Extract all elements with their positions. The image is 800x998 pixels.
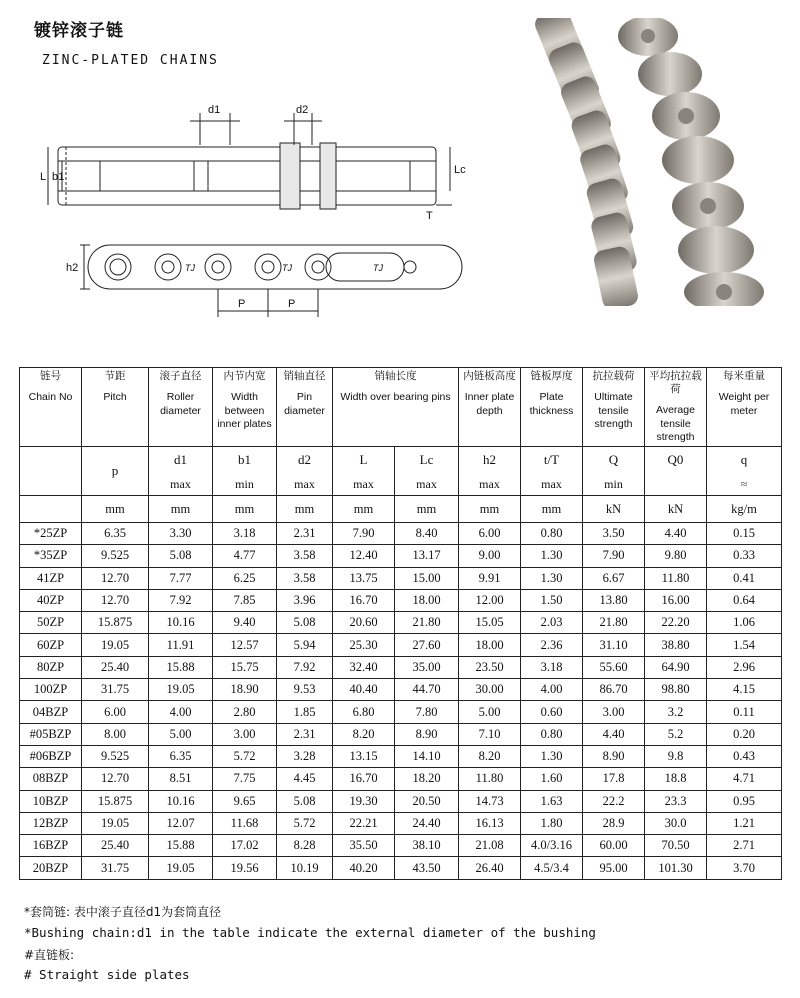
chain-no-cell: #06BZP — [20, 745, 82, 767]
table-row — [20, 589, 782, 611]
table-row — [20, 745, 782, 767]
limit-cell: max — [277, 473, 333, 496]
page-title-en: ZINC-PLATED CHAINS — [42, 53, 219, 68]
table-cell: 9.525 — [82, 545, 149, 567]
chain-dimension-drawing — [40, 95, 490, 330]
table-cell: 7.90 — [333, 523, 395, 545]
unit-row — [20, 496, 782, 523]
table-cell: 23.3 — [645, 790, 707, 812]
chain-photo — [520, 18, 782, 306]
table-cell: 8.51 — [149, 768, 213, 790]
table-cell: 8.90 — [395, 723, 459, 745]
table-cell: 1.60 — [521, 768, 583, 790]
table-cell: 4.45 — [277, 768, 333, 790]
table-cell: 7.75 — [213, 768, 277, 790]
chain-no-cell: *35ZP — [20, 545, 82, 567]
table-cell: 2.71 — [707, 835, 782, 857]
table-cell: 1.06 — [707, 612, 782, 634]
symbol-cell: b1 — [213, 447, 277, 474]
table-cell: 15.75 — [213, 656, 277, 678]
table-cell: 9.8 — [645, 745, 707, 767]
header-en: Ultimate tensile strength — [594, 391, 633, 430]
table-cell: 12.07 — [149, 812, 213, 834]
table-cell: 5.00 — [459, 701, 521, 723]
table-cell: 18.20 — [395, 768, 459, 790]
header-en: Chain No — [28, 391, 73, 403]
limit-cell: min — [583, 473, 645, 496]
table-cell: 8.90 — [583, 745, 645, 767]
table-cell: 6.00 — [459, 523, 521, 545]
note-bushing-cn: *套筒链: 表中滚子直径d1为套筒直径 — [24, 905, 222, 919]
table-cell: 10.19 — [277, 857, 333, 879]
unit-cell: kN — [583, 496, 645, 523]
table-cell: 0.64 — [707, 589, 782, 611]
table-cell: 5.08 — [277, 612, 333, 634]
chain-no-cell: 04BZP — [20, 701, 82, 723]
table-cell: 1.30 — [521, 545, 583, 567]
label-tj-1: TJ — [185, 263, 195, 273]
table-cell: 10.16 — [149, 790, 213, 812]
table-cell: 8.40 — [395, 523, 459, 545]
table-cell: 95.00 — [583, 857, 645, 879]
table-cell: 55.60 — [583, 656, 645, 678]
limit-cell: min — [213, 473, 277, 496]
table-cell: 0.43 — [707, 745, 782, 767]
symbol-cell: Q0 — [645, 447, 707, 474]
table-cell: 8.28 — [277, 835, 333, 857]
table-cell: 7.80 — [395, 701, 459, 723]
table-cell: 101.30 — [645, 857, 707, 879]
table-cell: 4.40 — [645, 523, 707, 545]
header-row — [20, 368, 782, 447]
table-row — [20, 567, 782, 589]
table-cell: 2.80 — [213, 701, 277, 723]
table-cell: 9.53 — [277, 679, 333, 701]
table-cell: 9.65 — [213, 790, 277, 812]
table-cell: 4.40 — [583, 723, 645, 745]
table-row — [20, 723, 782, 745]
chain-no-cell: 100ZP — [20, 679, 82, 701]
table-cell: 27.60 — [395, 634, 459, 656]
chain-no-cell: 80ZP — [20, 656, 82, 678]
table-cell: 15.88 — [149, 656, 213, 678]
table-cell: 11.91 — [149, 634, 213, 656]
table-cell: 15.88 — [149, 835, 213, 857]
table-cell: 16.70 — [333, 768, 395, 790]
limit-cell: ≈ — [707, 473, 782, 496]
table-cell: 30.0 — [645, 812, 707, 834]
table-cell: 12.70 — [82, 567, 149, 589]
table-cell: 3.30 — [149, 523, 213, 545]
table-cell: 7.77 — [149, 567, 213, 589]
symbol-cell: t/T — [521, 447, 583, 474]
label-L: L — [40, 171, 47, 183]
table-cell: 98.80 — [645, 679, 707, 701]
table-cell: 15.875 — [82, 612, 149, 634]
limit-cell: max — [333, 473, 395, 496]
table-cell: 9.91 — [459, 567, 521, 589]
table-cell: 3.18 — [213, 523, 277, 545]
note-straight-cn: #直链板: — [24, 948, 75, 962]
table-cell: 12.70 — [82, 768, 149, 790]
table-row — [20, 857, 782, 879]
table-cell: 20.60 — [333, 612, 395, 634]
table-cell: 13.80 — [583, 589, 645, 611]
table-cell: 1.21 — [707, 812, 782, 834]
table-cell: 17.02 — [213, 835, 277, 857]
table-cell: 6.80 — [333, 701, 395, 723]
table-cell: 21.08 — [459, 835, 521, 857]
table-cell: 0.33 — [707, 545, 782, 567]
unit-cell: mm — [459, 496, 521, 523]
table-cell: 3.00 — [213, 723, 277, 745]
symbol-cell: Q — [583, 447, 645, 474]
table-cell: 5.72 — [277, 812, 333, 834]
table-cell: 4.00 — [149, 701, 213, 723]
table-cell: 2.03 — [521, 612, 583, 634]
note-straight-en: # Straight side plates — [24, 967, 190, 982]
chain-no-cell: 40ZP — [20, 589, 82, 611]
table-cell: 19.05 — [149, 679, 213, 701]
chain-no-cell: *25ZP — [20, 523, 82, 545]
table-cell: 5.00 — [149, 723, 213, 745]
header-en: Inner plate depth — [464, 391, 515, 417]
table-cell: 0.95 — [707, 790, 782, 812]
table-cell: 26.40 — [459, 857, 521, 879]
table-cell: 38.10 — [395, 835, 459, 857]
symbol-cell: Lc — [395, 447, 459, 474]
label-P-1: P — [238, 298, 246, 310]
table-cell: 1.30 — [521, 567, 583, 589]
table-cell: 35.50 — [333, 835, 395, 857]
table-row — [20, 523, 782, 545]
table-row — [20, 634, 782, 656]
table-cell: 5.72 — [213, 745, 277, 767]
chain-no-cell: 16BZP — [20, 835, 82, 857]
label-tj-3: TJ — [373, 263, 383, 273]
table-cell: 18.8 — [645, 768, 707, 790]
table-cell: 7.90 — [583, 545, 645, 567]
table-cell: 70.50 — [645, 835, 707, 857]
table-cell: 16.13 — [459, 812, 521, 834]
limit-cell: max — [395, 473, 459, 496]
table-cell: 3.70 — [707, 857, 782, 879]
table-row — [20, 812, 782, 834]
header-cn: 抗拉载荷 — [592, 370, 635, 382]
unit-cell: mm — [521, 496, 583, 523]
symbol-cell: d1 — [149, 447, 213, 474]
table-cell: 7.92 — [149, 589, 213, 611]
table-cell: 15.875 — [82, 790, 149, 812]
table-cell: 3.96 — [277, 589, 333, 611]
table-row — [20, 790, 782, 812]
chain-spec-table — [19, 367, 782, 880]
table-cell: 86.70 — [583, 679, 645, 701]
table-cell: 11.80 — [459, 768, 521, 790]
limit-cell: max — [459, 473, 521, 496]
table-cell: 0.80 — [521, 723, 583, 745]
header-cn: 链板厚度 — [530, 370, 573, 382]
table-cell: 43.50 — [395, 857, 459, 879]
table-row — [20, 679, 782, 701]
table-cell: 14.10 — [395, 745, 459, 767]
table-cell: 44.70 — [395, 679, 459, 701]
table-cell: 19.30 — [333, 790, 395, 812]
header-en: Width between inner plates — [217, 391, 272, 430]
unit-cell: mm — [149, 496, 213, 523]
table-cell: 16.00 — [645, 589, 707, 611]
table-cell: 11.80 — [645, 567, 707, 589]
table-cell: 12.70 — [82, 589, 149, 611]
table-cell: 23.50 — [459, 656, 521, 678]
table-row — [20, 545, 782, 567]
unit-cell: mm — [82, 496, 149, 523]
table-cell: 3.00 — [583, 701, 645, 723]
table-cell: 4.71 — [707, 768, 782, 790]
table-cell: 14.73 — [459, 790, 521, 812]
table-cell: 1.54 — [707, 634, 782, 656]
chain-no-cell: 60ZP — [20, 634, 82, 656]
table-cell: 22.20 — [645, 612, 707, 634]
unit-cell: mm — [277, 496, 333, 523]
table-cell: 18.00 — [459, 634, 521, 656]
table-cell: 21.80 — [395, 612, 459, 634]
chain-no-cell: 12BZP — [20, 812, 82, 834]
table-cell: 3.18 — [521, 656, 583, 678]
table-cell: 25.40 — [82, 835, 149, 857]
header-cn: 内链板高度 — [463, 370, 516, 382]
table-cell: 38.80 — [645, 634, 707, 656]
table-cell: 19.05 — [149, 857, 213, 879]
table-cell: 31.75 — [82, 679, 149, 701]
table-cell: 13.17 — [395, 545, 459, 567]
table-cell: 4.00 — [521, 679, 583, 701]
table-cell: 15.05 — [459, 612, 521, 634]
table-cell: 8.00 — [82, 723, 149, 745]
table-cell: 25.40 — [82, 656, 149, 678]
label-Lc: Lc — [454, 164, 466, 176]
table-cell: 9.80 — [645, 545, 707, 567]
header-cn: 内节内宽 — [223, 370, 266, 382]
table-cell: 9.00 — [459, 545, 521, 567]
table-cell: 7.85 — [213, 589, 277, 611]
unit-cell: mm — [395, 496, 459, 523]
chain-no-cell: 41ZP — [20, 567, 82, 589]
symbol-cell: d2 — [277, 447, 333, 474]
table-cell: 4.77 — [213, 545, 277, 567]
table-cell: 7.10 — [459, 723, 521, 745]
page-title-cn: 镀锌滚子链 — [34, 21, 124, 41]
header-cn: 销轴长度 — [374, 370, 417, 382]
table-cell: 5.08 — [277, 790, 333, 812]
table-cell: 5.94 — [277, 634, 333, 656]
table-row — [20, 768, 782, 790]
table-cell: 32.40 — [333, 656, 395, 678]
table-cell: 3.50 — [583, 523, 645, 545]
table-cell: 24.40 — [395, 812, 459, 834]
table-cell: 4.0/3.16 — [521, 835, 583, 857]
table-cell: 9.40 — [213, 612, 277, 634]
data-body — [20, 523, 782, 880]
symbol-cell: p — [82, 447, 149, 496]
label-P-2: P — [288, 298, 296, 310]
chain-no-cell: 50ZP — [20, 612, 82, 634]
table-cell: 7.92 — [277, 656, 333, 678]
table-cell: 64.90 — [645, 656, 707, 678]
table-cell: 0.80 — [521, 523, 583, 545]
header-en: Plate thickness — [529, 391, 574, 417]
header-cn: 节距 — [104, 370, 126, 382]
table-row — [20, 701, 782, 723]
limit-cell — [645, 473, 707, 496]
table-cell: 21.80 — [583, 612, 645, 634]
table-cell: 20.50 — [395, 790, 459, 812]
unit-cell: mm — [213, 496, 277, 523]
table-cell: 0.20 — [707, 723, 782, 745]
table-cell: 6.35 — [82, 523, 149, 545]
table-cell: 31.10 — [583, 634, 645, 656]
table-cell: 1.30 — [521, 745, 583, 767]
table-cell: 6.67 — [583, 567, 645, 589]
limit-cell: max — [149, 473, 213, 496]
table-cell: 40.40 — [333, 679, 395, 701]
table-cell: 3.28 — [277, 745, 333, 767]
table-cell: 40.20 — [333, 857, 395, 879]
table-cell: 12.00 — [459, 589, 521, 611]
unit-cell: kN — [645, 496, 707, 523]
table-cell: 22.2 — [583, 790, 645, 812]
table-cell: 2.36 — [521, 634, 583, 656]
table-cell: 9.525 — [82, 745, 149, 767]
table-cell: 0.15 — [707, 523, 782, 545]
label-d1: d1 — [208, 104, 221, 116]
table-cell: 31.75 — [82, 857, 149, 879]
unit-cell: mm — [333, 496, 395, 523]
header-en: Roller diameter — [160, 391, 201, 417]
header-en: Pitch — [103, 391, 127, 403]
chain-no-cell: 08BZP — [20, 768, 82, 790]
symbol-cell: h2 — [459, 447, 521, 474]
table-cell: 0.11 — [707, 701, 782, 723]
table-cell: 1.85 — [277, 701, 333, 723]
table-cell: 5.08 — [149, 545, 213, 567]
table-cell: 12.57 — [213, 634, 277, 656]
table-row — [20, 835, 782, 857]
header-cn: 滚子直径 — [159, 370, 202, 382]
table-cell: 1.50 — [521, 589, 583, 611]
table-cell: 12.40 — [333, 545, 395, 567]
table-cell: 3.2 — [645, 701, 707, 723]
limit-cell: max — [521, 473, 583, 496]
table-cell: 4.15 — [707, 679, 782, 701]
label-h2: h2 — [66, 262, 79, 274]
label-d2: d2 — [296, 104, 309, 116]
table-cell: 6.25 — [213, 567, 277, 589]
table-cell: 16.70 — [333, 589, 395, 611]
table-cell: 19.05 — [82, 812, 149, 834]
table-cell: 10.16 — [149, 612, 213, 634]
table-cell: 13.15 — [333, 745, 395, 767]
chain-no-cell: 10BZP — [20, 790, 82, 812]
chain-no-cell: 20BZP — [20, 857, 82, 879]
unit-cell: kg/m — [707, 496, 782, 523]
note-bushing-en: *Bushing chain:d1 in the table indicate the external diameter of the bushing — [24, 925, 596, 940]
table-cell: 8.20 — [333, 723, 395, 745]
header-cn: 平均抗拉载荷 — [649, 370, 702, 395]
table-cell: 3.58 — [277, 567, 333, 589]
table-cell: 30.00 — [459, 679, 521, 701]
label-b1: b1 — [52, 171, 65, 183]
table-cell: 3.58 — [277, 545, 333, 567]
table-cell: 8.20 — [459, 745, 521, 767]
table-cell: 2.96 — [707, 656, 782, 678]
chain-no-cell: #05BZP — [20, 723, 82, 745]
table-cell: 22.21 — [333, 812, 395, 834]
table-cell: 0.60 — [521, 701, 583, 723]
symbol-cell: L — [333, 447, 395, 474]
table-cell: 2.31 — [277, 723, 333, 745]
table-cell: 18.90 — [213, 679, 277, 701]
header-en: Weight per meter — [718, 391, 770, 417]
table-cell: 6.35 — [149, 745, 213, 767]
table-cell: 60.00 — [583, 835, 645, 857]
table-cell: 17.8 — [583, 768, 645, 790]
table-cell: 18.00 — [395, 589, 459, 611]
table-cell: 6.00 — [82, 701, 149, 723]
header-en: Width over bearing pins — [340, 391, 451, 403]
table-cell: 1.80 — [521, 812, 583, 834]
table-cell: 28.9 — [583, 812, 645, 834]
label-tj-2: TJ — [282, 263, 292, 273]
table-cell: 35.00 — [395, 656, 459, 678]
table-cell: 4.5/3.4 — [521, 857, 583, 879]
symbol-row — [20, 447, 782, 474]
header-cn: 每米重量 — [723, 370, 765, 382]
header-en: Pin diameter — [284, 391, 325, 417]
table-cell: 13.75 — [333, 567, 395, 589]
table-cell: 15.00 — [395, 567, 459, 589]
table-row — [20, 612, 782, 634]
header-cn: 链号 — [40, 370, 61, 382]
label-T: T — [426, 210, 433, 222]
table-cell: 19.56 — [213, 857, 277, 879]
symbol-cell: q — [707, 447, 782, 474]
header-en: Average tensile strength — [656, 404, 695, 443]
table-cell: 1.63 — [521, 790, 583, 812]
table-cell: 25.30 — [333, 634, 395, 656]
header-cn: 销轴直径 — [283, 370, 326, 382]
table-cell: 19.05 — [82, 634, 149, 656]
table-cell: 0.41 — [707, 567, 782, 589]
table-cell: 2.31 — [277, 523, 333, 545]
table-row — [20, 656, 782, 678]
table-cell: 11.68 — [213, 812, 277, 834]
table-cell: 5.2 — [645, 723, 707, 745]
